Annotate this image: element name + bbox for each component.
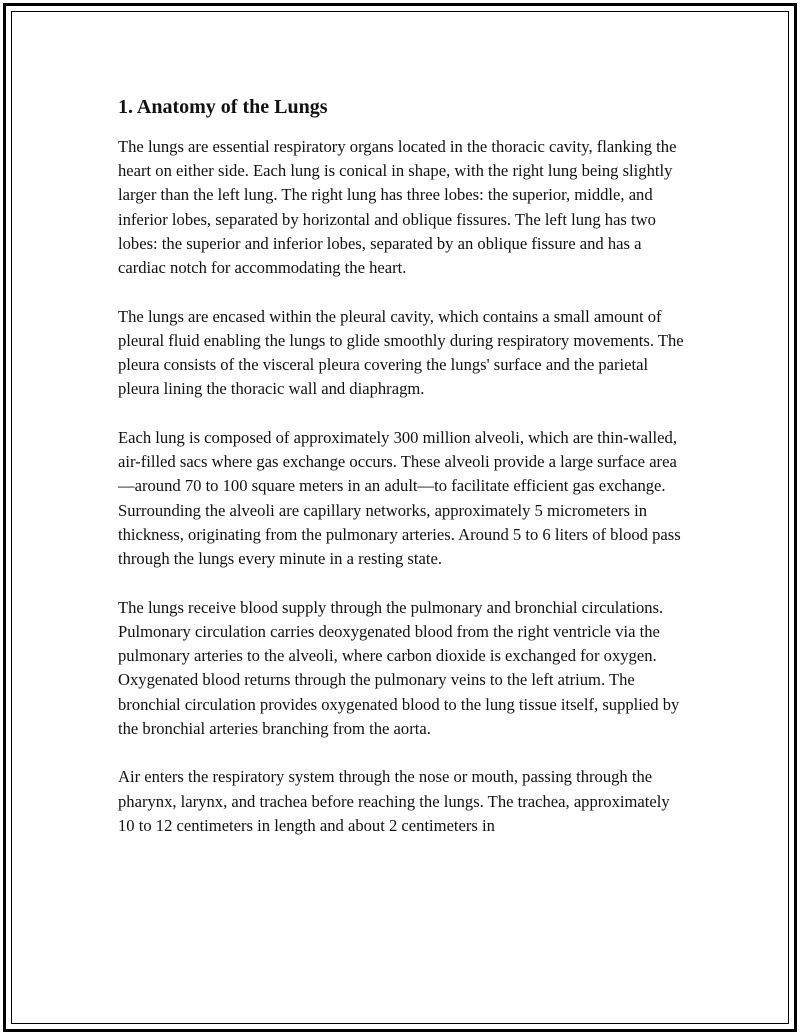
section-heading: 1. Anatomy of the Lungs	[118, 96, 328, 118]
paragraph-blood-supply: The lungs receive blood supply through the pulmonary and bronchial circulations. Pulmonary circulation carries deoxygenated blood from the right ventricle via the pulmonary arteries to the alveoli, where carbon dioxide is exchanged for oxygen. Oxygenated blood returns through the pulmonary veins to the left atrium. The bronchial circulation provides oxygenated blood to the lung tissue itself, supplied by the bronchial arteries branching from the aorta.	[118, 597, 680, 738]
paragraph-pleura: The lungs are encased within the pleural cavity, which contains a small amount of pleural fluid enabling the lungs to glide smoothly during respiratory movements. The pleura consists of the visceral pleura covering the lungs' surface and the parietal pleura lining the thoracic wall and diaphragm.	[118, 306, 684, 399]
paragraph-alveoli: Each lung is composed of approximately 300 million alveoli, which are thin-walled, air-filled sacs where gas exchange occurs. These alveoli provide a large surface area—around 70 to 100 square meters in an adult—to facilitate efficient gas exchange. Surrounding the alveoli are capillary networks, approximately 5 micrometers in thickness, originating from the pulmonary arteries. Around 5 to 6 liters of blood pass through the lungs every minute in a resting state.	[118, 428, 681, 569]
document-body	[118, 94, 684, 863]
paragraph-airway: Air enters the respiratory system through the nose or mouth, passing through the pharynx, larynx, and trachea before reaching the lungs. The trachea, approximately 10 to 12 centimeters in length and about 2 centimeters in	[118, 767, 670, 835]
paragraph-lung-structure: The lungs are essential respiratory organs located in the thoracic cavity, flanking the heart on either side. Each lung is conical in shape, with the right lung being slightly larger than the left lung. The right lung has three lobes: the superior, middle, and inferior lobes, separated by horizontal and oblique fissures. The left lung has two lobes: the superior and inferior lobes, separated by an oblique fissure and has a cardiac notch for accommodating the heart.	[118, 137, 677, 278]
